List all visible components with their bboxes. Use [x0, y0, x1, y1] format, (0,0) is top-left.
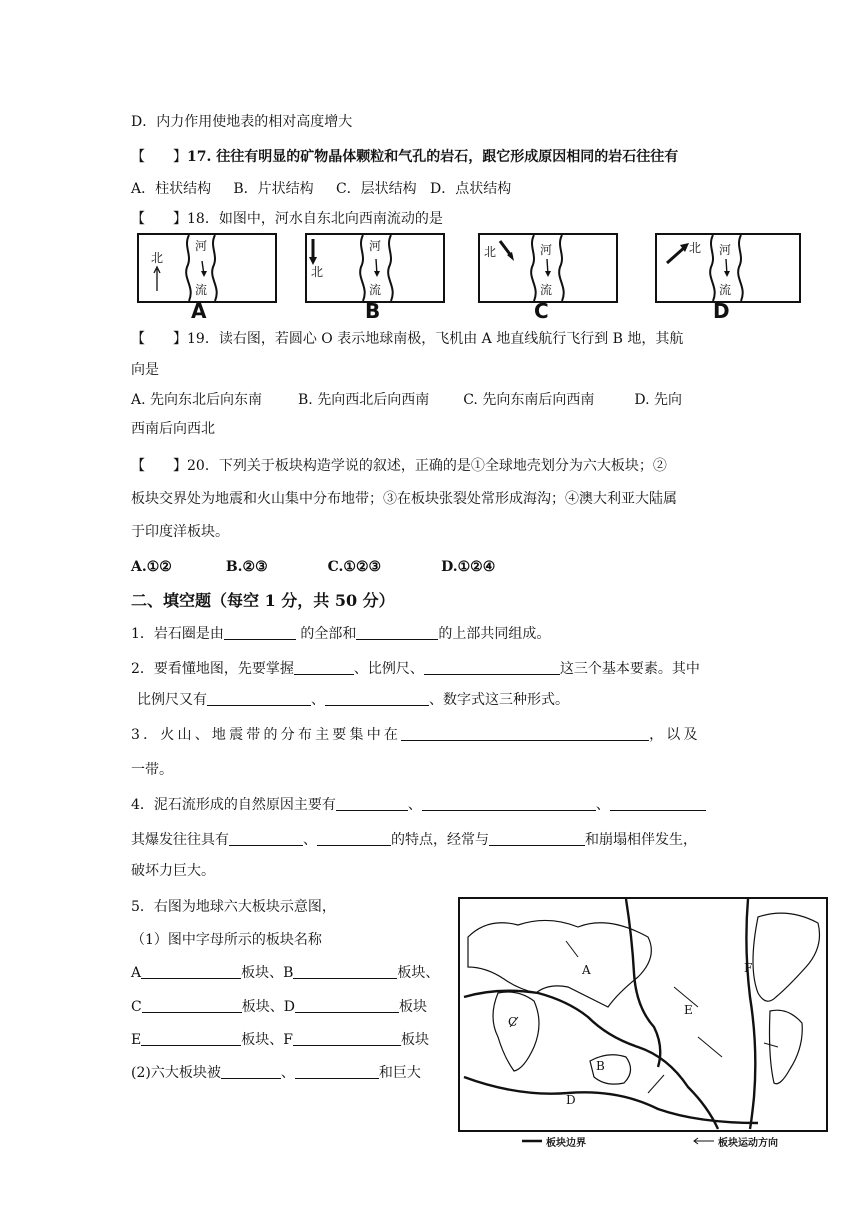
blank[interactable]: [325, 691, 429, 706]
q18-figure-b: [305, 233, 447, 323]
plate-label-d: D: [566, 1093, 576, 1107]
blank[interactable]: [336, 796, 408, 811]
fill-1: 1．岩石圈是由 的全部和 的上部共同组成。: [131, 626, 551, 642]
q17-stem: 【 】17. 往往有明显的矿物晶体颗粒和气孔的岩石，跟它形成原因相同的岩石往往有: [131, 149, 679, 165]
q18-figure-c: [478, 233, 620, 323]
q18-figure-d: [655, 233, 803, 323]
fill-5-row-cd: C 板块、D 板块: [131, 999, 427, 1015]
plate-map: [458, 897, 828, 1153]
north-label: 北: [311, 265, 324, 279]
answer-bracket[interactable]: 【 】: [131, 149, 187, 165]
blank[interactable]: [294, 660, 354, 675]
river-label: 河: [369, 239, 382, 253]
blank[interactable]: [141, 964, 241, 979]
blank[interactable]: [295, 998, 399, 1013]
blank[interactable]: [489, 831, 585, 846]
section-title: 二、填空题（每空 1 分，共 50 分）: [131, 591, 395, 610]
q19-option-c: C. 先向东南后向西南: [463, 392, 595, 408]
blank[interactable]: [207, 691, 311, 706]
blank[interactable]: [317, 831, 391, 846]
blank[interactable]: [610, 796, 706, 811]
q17-option-d: D．点状结构: [430, 181, 512, 197]
flow-label: 流: [369, 283, 382, 297]
river-label: 河: [540, 243, 553, 257]
flow-label: 流: [719, 283, 732, 297]
legend-motion: 板块运动方向: [718, 1138, 778, 1149]
fill-3-line2: 一带。: [131, 762, 173, 778]
q16-option-d: D．内力作用使地表的相对高度增大: [131, 114, 353, 130]
plate-label-c: C: [508, 1015, 518, 1029]
q19-option-b: B. 先向西北后向西南: [298, 392, 430, 408]
fill-5-intro: 5．右图为地球六大板块示意图，: [131, 899, 336, 915]
q19-stem-line1: 【 】19．读右图，若圆心 O 表示地球南极，飞机由 A 地直线航行飞行到 B 地，其航: [131, 331, 684, 347]
q17-option-a: A．柱状结构: [131, 181, 212, 197]
q17-option-c: C．层状结构: [335, 181, 417, 197]
blank[interactable]: [356, 625, 438, 640]
blank[interactable]: [221, 1064, 281, 1079]
blank[interactable]: [295, 1064, 379, 1079]
blank[interactable]: [293, 1031, 401, 1046]
q20-option-a: A.①②: [131, 559, 172, 575]
plate-label-b: B: [596, 1059, 605, 1073]
legend-boundary: 板块边界: [546, 1138, 586, 1149]
north-label: 北: [689, 241, 702, 255]
q20-stem-line2: 板块交界处为地震和火山集中分布地带；③在板块张裂处常形成海沟；④澳大利亚大陆属: [131, 491, 677, 507]
fill-5-row-ab: A 板块、B 板块、: [131, 965, 440, 981]
blank[interactable]: [424, 660, 560, 675]
fill-4-line3: 破坏力巨大。: [131, 863, 215, 879]
fill-4-line2: 其爆发往往具有 、 的特点，经常与 和崩塌相伴发生，: [131, 832, 697, 848]
q20-stem-line1: 【 】20．下列关于板块构造学说的叙述，正确的是①全球地壳划分为六大板块；②: [131, 458, 667, 474]
q20-option-b: B.②③: [225, 559, 268, 575]
answer-bracket[interactable]: 【 】: [131, 331, 187, 347]
q19-option-d: D. 先向: [634, 392, 682, 408]
fill-5-row-ef: E 板块、F 板块: [131, 1032, 429, 1048]
fill-2-line2: 比例尺又有 、 、数字式这三种形式。: [137, 692, 569, 708]
fill-2-line1: 2．要看懂地图，先要掌握 、比例尺、 这三个基本要素。其中: [131, 661, 700, 677]
fill-4-line1: 4．泥石流形成的自然原因主要有 、 、: [131, 796, 706, 814]
q17-options: [131, 180, 511, 198]
q17-option-b: B．片状结构: [233, 181, 314, 197]
river-label: 河: [719, 243, 732, 257]
blank[interactable]: [293, 964, 397, 979]
flow-label: 流: [540, 283, 553, 297]
north-label: 北: [484, 245, 497, 259]
plate-label-f: F: [744, 961, 753, 975]
answer-bracket[interactable]: 【 】: [131, 458, 187, 474]
figure-letter-b: B: [365, 299, 381, 323]
blank[interactable]: [142, 998, 242, 1013]
fill-5-sub1: （1）图中字母所示的板块名称: [131, 932, 322, 948]
q20-stem-line3: 于印度洋板块。: [131, 524, 229, 540]
blank[interactable]: [229, 831, 303, 846]
q19-option-a: A. 先向东北后向东南: [131, 392, 263, 408]
q20-options: [131, 558, 495, 576]
flow-label: 流: [195, 283, 208, 297]
blank[interactable]: [401, 726, 649, 741]
q18-figure-a: [137, 233, 279, 323]
blank[interactable]: [224, 625, 296, 640]
q20-option-c: C.①②③: [327, 559, 382, 575]
fill-5-sub2: (2)六大板块被 、 和巨大: [131, 1065, 421, 1081]
q19-options: [131, 391, 682, 409]
fill-3-line1: 3．火山、地震带的分布主要集中在 ，以及: [131, 727, 701, 743]
q19-option-d-cont: 西南后向西北: [131, 421, 215, 437]
river-label: 河: [195, 239, 208, 253]
figure-letter-d: D: [713, 299, 730, 323]
figure-letter-a: A: [191, 299, 207, 323]
plate-label-e: E: [684, 1003, 693, 1017]
q19-stem-line2: 向是: [131, 362, 159, 378]
answer-bracket[interactable]: 【 】: [131, 211, 187, 227]
north-label: 北: [151, 251, 164, 265]
plate-label-a: A: [582, 963, 591, 977]
q18-stem: 【 】18．如图中，河水自东北向西南流动的是: [131, 211, 443, 227]
q20-option-d: D.①②④: [441, 559, 496, 575]
blank[interactable]: [141, 1031, 241, 1046]
figure-letter-c: C: [534, 299, 549, 323]
blank[interactable]: [422, 796, 596, 811]
